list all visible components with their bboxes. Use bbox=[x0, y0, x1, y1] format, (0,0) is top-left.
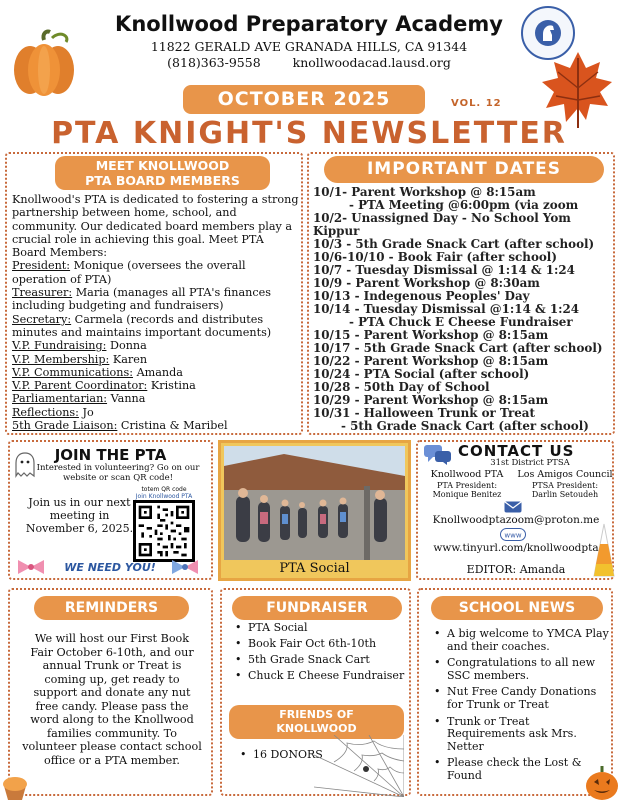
contact-heading: CONTACT US bbox=[458, 442, 575, 460]
month-banner: OCTOBER 2025 bbox=[183, 85, 425, 114]
cupcake-icon bbox=[0, 772, 30, 800]
contact-email[interactable]: Knollwoodptazoom@proton.me bbox=[432, 514, 600, 526]
reminders-heading: REMINDERS bbox=[34, 596, 189, 620]
qr-code-icon[interactable] bbox=[133, 500, 195, 562]
board-member-role: Secretary: bbox=[12, 312, 72, 326]
school-news-item: • Nut Free Candy Donations for Trunk or Treat bbox=[434, 686, 609, 711]
contact-org: Los Amigos Council bbox=[517, 469, 613, 480]
board-member-role: V.P. Membership: bbox=[12, 352, 110, 366]
jack-o-lantern-icon bbox=[584, 762, 618, 800]
volume-label: VOL. 12 bbox=[451, 98, 502, 109]
school-news-item: • Congratulations to all new SSC members. bbox=[434, 657, 609, 682]
school-news-item: • Please check the Lost & Found bbox=[434, 757, 609, 782]
board-member-desc: Jo bbox=[78, 405, 94, 419]
contact-col-knollwood bbox=[418, 469, 516, 499]
school-news-list bbox=[434, 628, 609, 787]
reminders-text: We will host our First Book Fair October 6-10th, and our annual Trunk or Treat is coming up, get ready to support and donate any nut free candy. Please pass the word along to the Knollwood families community. To volunteer please contact school office or a PTA member. bbox=[22, 632, 202, 767]
friends-heading bbox=[229, 705, 404, 739]
board-member-desc: Vanna bbox=[107, 392, 146, 406]
contact-website[interactable]: www.tinyurl.com/knollwoodpta bbox=[433, 542, 599, 554]
board-members-list bbox=[12, 259, 300, 432]
date-item: 10/24 - PTA Social (after school) bbox=[313, 367, 530, 381]
join-subtitle: Interested in volunteering? Go on our website or scan QR code! bbox=[36, 463, 200, 483]
date-item: - 5th Grade Snack Cart (after school) bbox=[341, 419, 589, 433]
date-item: 10/9 - Parent Workshop @ 8:30am bbox=[313, 276, 540, 290]
fundraiser-item: • Book Fair Oct 6th-10th bbox=[235, 637, 405, 650]
school-phone: (818)363-9558 bbox=[167, 55, 261, 70]
contact-role: PTSA President: bbox=[531, 481, 599, 490]
svg-text:www: www bbox=[504, 531, 522, 540]
board-member-role: Reflections: bbox=[12, 405, 79, 419]
friends-item: • 16 DONORS bbox=[240, 748, 400, 761]
board-member-role: President: bbox=[12, 259, 71, 273]
board-member bbox=[12, 392, 300, 405]
board-member-role: V.P. Parent Coordinator: bbox=[12, 379, 148, 393]
board-member bbox=[12, 339, 300, 352]
board-member-role: Treasurer: bbox=[12, 286, 73, 300]
date-item: 10/13 - Indegenous Peoples' Day bbox=[313, 289, 530, 303]
board-text bbox=[12, 193, 300, 432]
contact-columns bbox=[418, 469, 614, 499]
school-news-heading: SCHOOL NEWS bbox=[431, 596, 603, 620]
dates-heading: IMPORTANT DATES bbox=[324, 156, 604, 183]
bow-icon bbox=[170, 558, 200, 576]
pta-social-photo bbox=[218, 440, 411, 581]
school-name: Knollwood Preparatory Academy bbox=[115, 12, 503, 36]
fundraiser-item: • Chuck E Cheese Fundraiser bbox=[235, 669, 405, 682]
board-member bbox=[12, 366, 300, 379]
photo-caption: PTA Social bbox=[279, 561, 350, 576]
school-news-item: • Trunk or Treat Requirements ask Mrs. Netter bbox=[434, 716, 609, 754]
board-member bbox=[12, 379, 300, 392]
fundraiser-item: • PTA Social bbox=[235, 621, 405, 634]
date-item: 10/6-10/10 - Book Fair (after school) bbox=[313, 250, 557, 264]
board-heading-line1: MEET KNOLLWOOD bbox=[95, 158, 230, 173]
date-item: 10/3 - 5th Grade Snack Cart (after school) bbox=[313, 237, 595, 251]
editor-credit: EDITOR: Amanda bbox=[466, 563, 566, 576]
contact-name: Darlin Setoudeh bbox=[531, 490, 599, 499]
qr-label bbox=[133, 486, 195, 500]
date-item: 10/29 - Parent Workshop @ 8:15am bbox=[313, 393, 549, 407]
date-item: 10/1- Parent Workshop @ 8:15am bbox=[313, 185, 536, 199]
board-member-role: V.P. Communications: bbox=[12, 365, 134, 379]
contact-name: Monique Benitez bbox=[432, 490, 502, 499]
candy-corn-icon bbox=[590, 520, 618, 580]
date-item: 10/7 - Tuesday Dismissal @ 1:14 & 1:24 bbox=[313, 263, 575, 277]
date-item: 10/2- Unassigned Day - No School Yom Kippur bbox=[313, 211, 571, 238]
school-address: 11822 GERALD AVE GRANADA HILLS, CA 91344 bbox=[150, 39, 468, 54]
board-member-desc: Carmela (records and distributes minutes and maintains important documents) bbox=[12, 312, 272, 339]
board-heading-line2: PTA BOARD MEMBERS bbox=[85, 173, 240, 188]
school-news-item: • A big welcome to YMCA Play and their coaches. bbox=[434, 628, 609, 653]
join-heading: JOIN THE PTA bbox=[54, 446, 167, 464]
fundraiser-list bbox=[235, 621, 405, 685]
date-item: - PTA Meeting @6:00pm (via zoom bbox=[349, 198, 579, 212]
contact-line bbox=[0, 55, 618, 70]
board-member-role: V.P. Fundraising: bbox=[12, 339, 107, 353]
join-body: Join us in our next meeting in November 6, 2025. bbox=[25, 496, 134, 535]
email-icon bbox=[504, 501, 522, 513]
date-item: 10/17 - 5th Grade Snack Cart (after school) bbox=[313, 341, 603, 355]
date-item: 10/15 - Parent Workshop @ 8:15am bbox=[313, 328, 549, 342]
bow-icon bbox=[16, 558, 46, 576]
date-item: - PTA Chuck E Cheese Fundraiser bbox=[349, 315, 573, 329]
fundraiser-heading: FUNDRAISER bbox=[232, 596, 402, 620]
board-member-desc: Kristina bbox=[147, 379, 196, 393]
date-item: 10/14 - Tuesday Dismissal @1:14 & 1:24 bbox=[313, 302, 580, 316]
board-member bbox=[12, 353, 300, 366]
board-member bbox=[12, 406, 300, 419]
school-website[interactable]: knollwoodacad.lausd.org bbox=[292, 55, 451, 70]
board-member-desc: Cristina & Maribel bbox=[117, 419, 228, 433]
board-member-desc: Karen bbox=[109, 352, 148, 366]
board-member-desc: Monique (oversees the overall operation of PTA) bbox=[12, 259, 246, 286]
board-member bbox=[12, 286, 300, 313]
date-item: 10/31 - Halloween Trunk or Treat bbox=[313, 406, 535, 420]
www-icon bbox=[500, 528, 526, 541]
dates-list bbox=[313, 186, 613, 433]
date-item: 10/22 - Parent Workshop @ 8:15am bbox=[313, 354, 549, 368]
board-member bbox=[12, 419, 300, 432]
board-member bbox=[12, 259, 300, 286]
board-heading bbox=[55, 156, 270, 190]
friends-heading-line1: FRIENDS OF bbox=[279, 708, 354, 721]
qr-label-line1: totem QR code bbox=[141, 486, 187, 493]
contact-role: PTA President: bbox=[436, 481, 498, 490]
board-intro: Knollwood's PTA is dedicated to fostering a strong partnership between home, school, and community. Our dedicated board members play a crucial role in achieving this goal. Meet PTA Board Members: bbox=[12, 193, 299, 260]
pta-social-image bbox=[224, 446, 405, 560]
board-member bbox=[12, 313, 300, 340]
contact-district: 31st District PTSA bbox=[490, 458, 570, 468]
contact-org: Knollwood PTA bbox=[430, 469, 504, 480]
board-member-desc: Maria (manages all PTA's finances including budgeting and fundraisers) bbox=[12, 286, 271, 313]
board-member-role: 5th Grade Liaison: bbox=[12, 419, 118, 433]
chat-bubble-icon bbox=[423, 444, 453, 466]
newsletter-title: PTA KNIGHT'S NEWSLETTER bbox=[51, 116, 567, 151]
spider-web-icon bbox=[314, 735, 404, 797]
board-member-desc: Amanda bbox=[133, 365, 183, 379]
date-item: 10/28 - 50th Day of School bbox=[313, 380, 490, 394]
friends-heading-line2: KNOLLWOOD bbox=[276, 722, 357, 735]
fundraiser-item: • 5th Grade Snack Cart bbox=[235, 653, 405, 666]
contact-col-los-amigos bbox=[516, 469, 614, 499]
board-member-role: Parliamentarian: bbox=[12, 392, 108, 406]
we-need-you-label: WE NEED YOU! bbox=[64, 561, 156, 574]
qr-label-line2: Join Knollwood PTA bbox=[135, 493, 193, 500]
board-member-desc: Donna bbox=[106, 339, 147, 353]
